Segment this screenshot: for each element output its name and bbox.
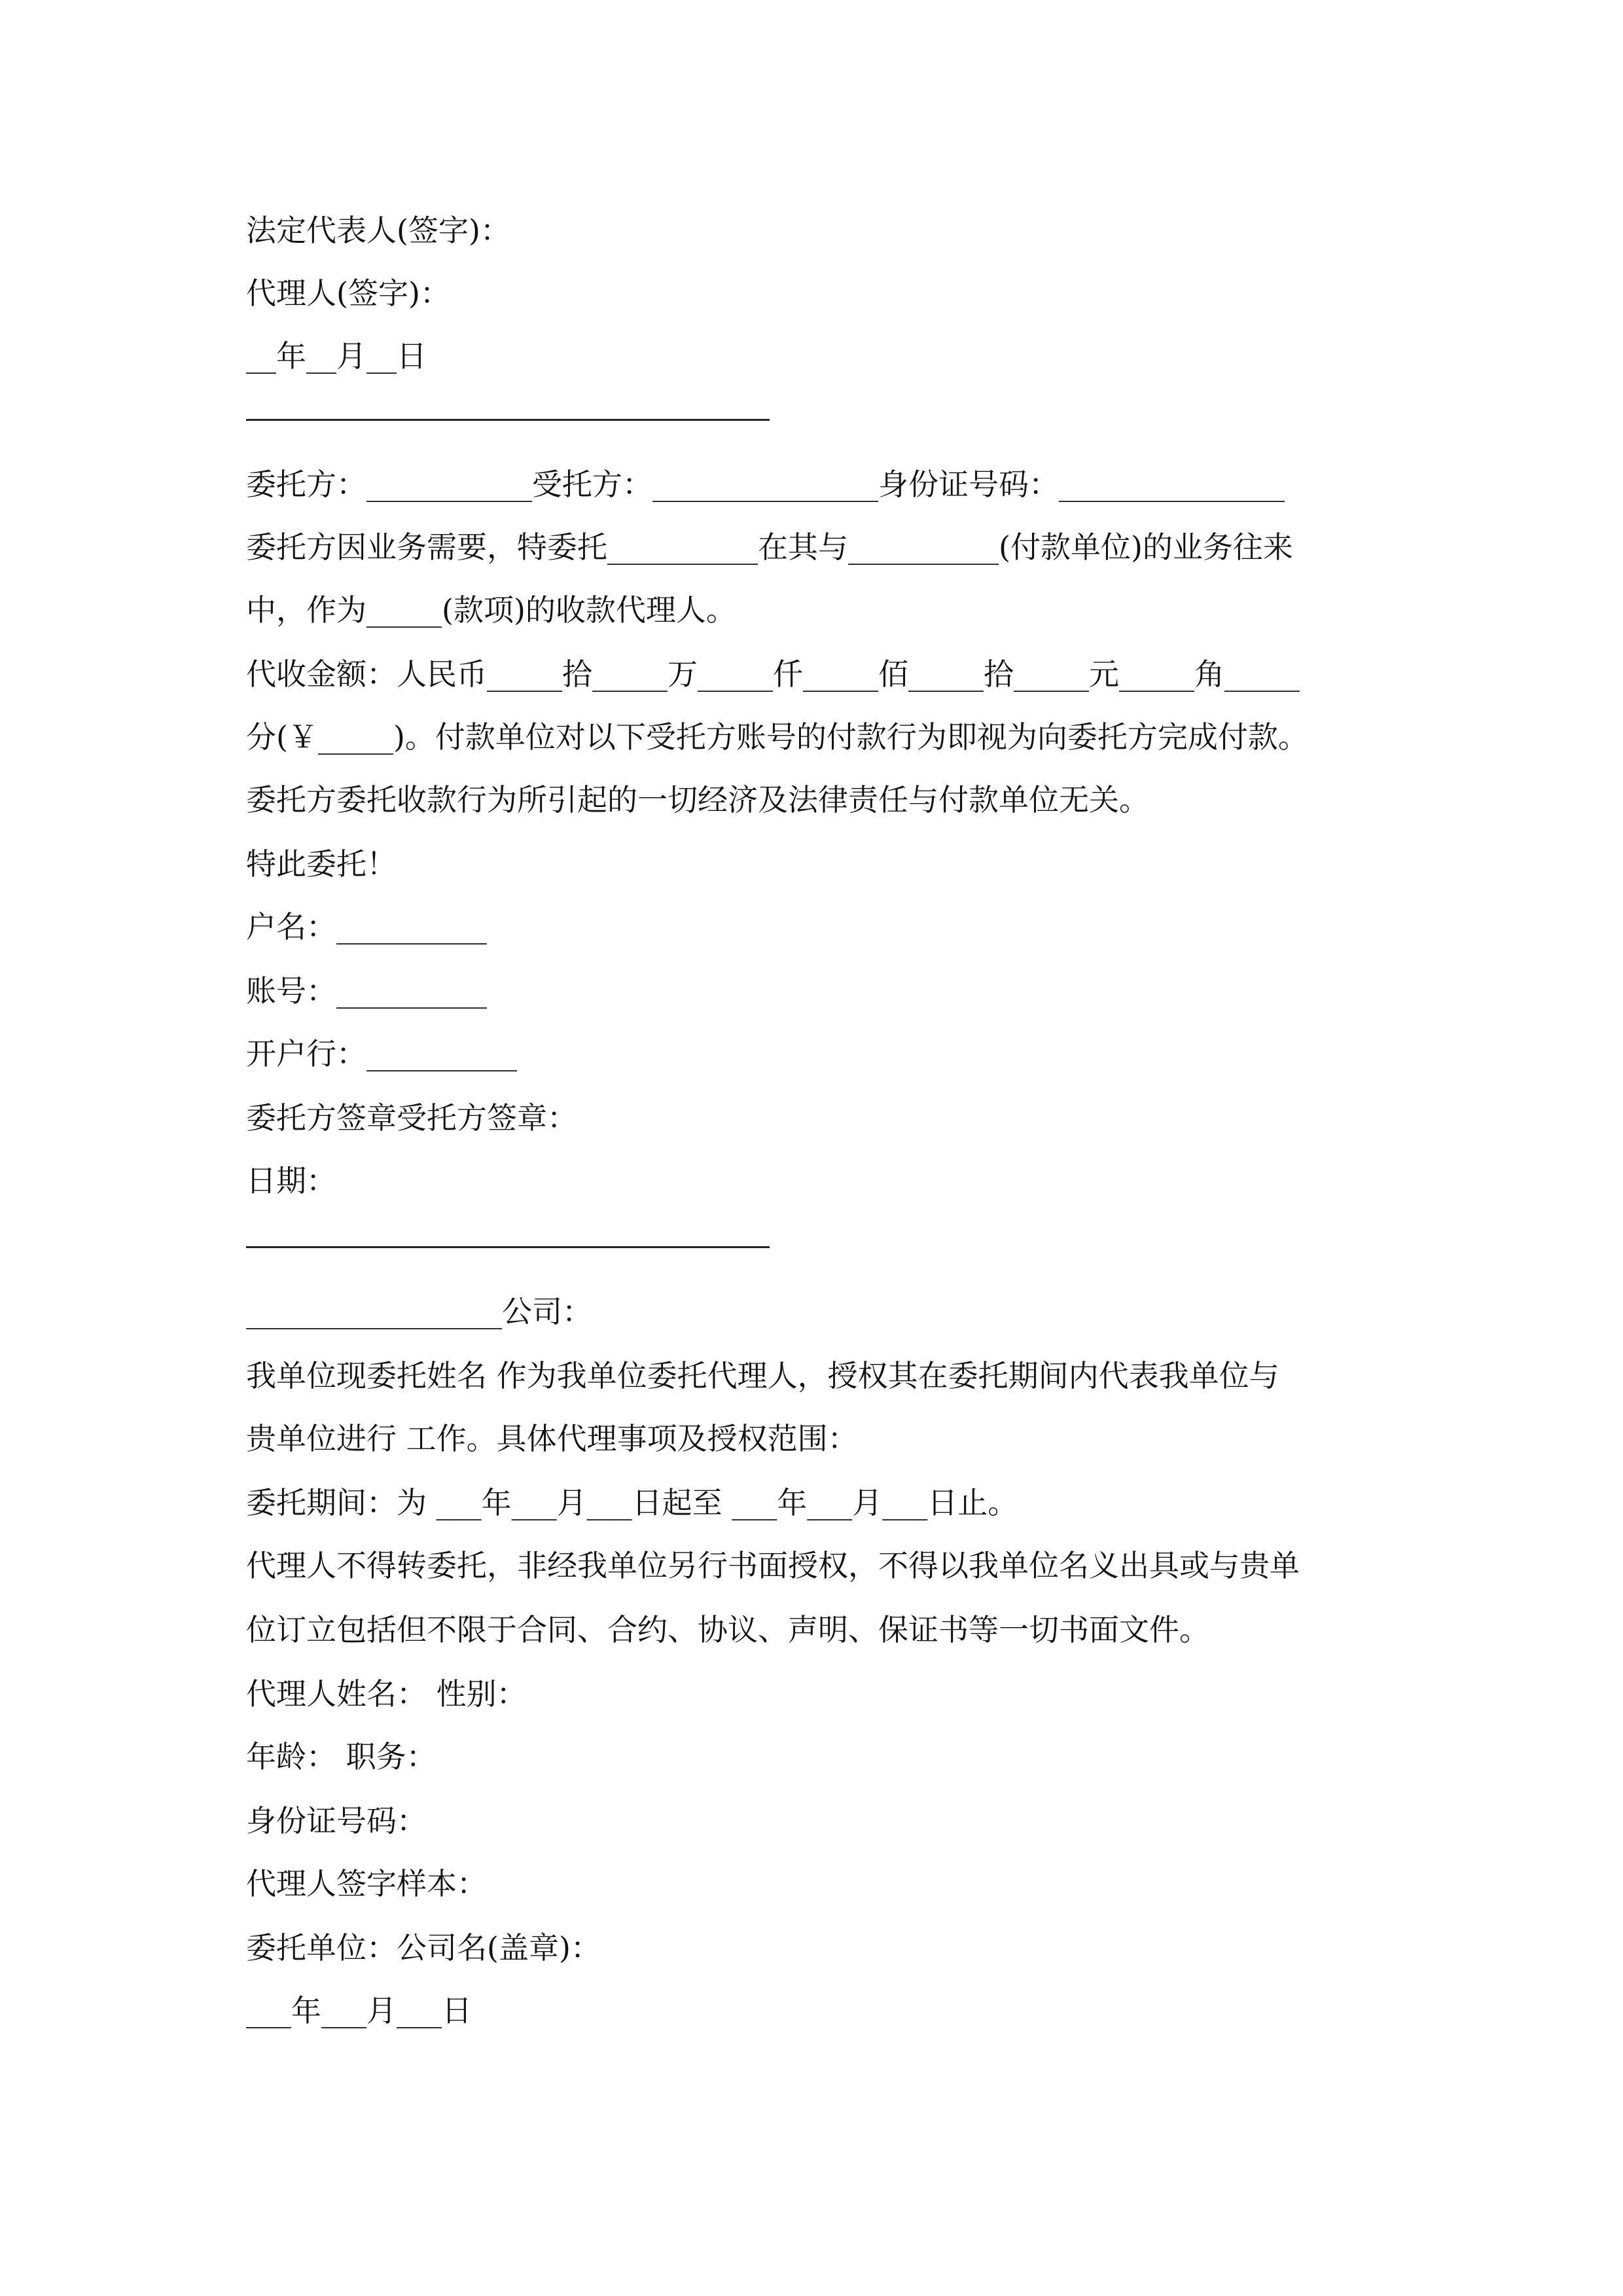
date-line-1: __年__月__日 xyxy=(246,338,427,374)
company-addressee-line: _________________公司： xyxy=(246,1294,592,1329)
agent-name-gender-line: 代理人姓名： 性别： xyxy=(246,1676,527,1712)
age-position-line: 年龄： 职务： xyxy=(246,1739,437,1774)
entrusting-unit-line: 委托单位：公司名(盖章)： xyxy=(246,1930,601,1965)
amount-figure-line: 分(￥_____)。付款单位对以下受托方账号的付款行为即视为向委托方完成付款。 xyxy=(246,719,1308,755)
agent-signature-sample-line: 代理人签字样本： xyxy=(246,1866,487,1901)
amount-line: 代收金额：人民币_____拾_____万_____仟_____佰_____拾_____元_____角_____ xyxy=(246,656,1300,692)
account-number-line: 账号：__________ xyxy=(246,973,487,1009)
hereby-entrust-line: 特此委托！ xyxy=(246,846,397,882)
authorization-line-2: 贵单位进行 工作。具体代理事项及授权范围： xyxy=(246,1421,858,1456)
account-name-line: 户名：__________ xyxy=(246,909,487,944)
date-line-2: 日期： xyxy=(246,1163,336,1198)
restriction-line-1: 代理人不得转委托，非经我单位另行书面授权，不得以我单位名义出具或与贵单 xyxy=(246,1548,1300,1583)
legal-rep-signature-line: 法定代表人(签字)： xyxy=(246,213,510,248)
date-line-3: ___年___月___日 xyxy=(246,1993,472,2028)
collection-agent-line: 中，作为_____(款项)的收款代理人。 xyxy=(246,592,736,628)
opening-bank-line: 开户行：__________ xyxy=(246,1036,517,1071)
entrust-reason-line: 委托方因业务需要，特委托__________在其与__________(付款单位)的业务往来 xyxy=(246,529,1293,565)
seals-line: 委托方签章受托方签章： xyxy=(246,1100,577,1136)
agent-signature-line: 代理人(签字)： xyxy=(246,276,450,311)
id-number-line: 身份证号码： xyxy=(246,1803,427,1839)
authorization-line-1: 我单位现委托姓名 作为我单位委托代理人，授权其在委托期间内代表我单位与 xyxy=(246,1358,1279,1393)
liability-line: 委托方委托收款行为所引起的一切经济及法律责任与付款单位无关。 xyxy=(246,782,1149,817)
entrust-period-line: 委托期间：为 ___年___月___日起至 ___年___月___日止。 xyxy=(246,1485,1018,1520)
section-divider-1 xyxy=(246,419,770,421)
section-divider-2 xyxy=(246,1246,770,1248)
parties-line: 委托方：___________受托方：_______________身份证号码：_______________ xyxy=(246,467,1285,502)
restriction-line-2: 位订立包括但不限于合同、合约、协议、声明、保证书等一切书面文件。 xyxy=(246,1612,1209,1647)
